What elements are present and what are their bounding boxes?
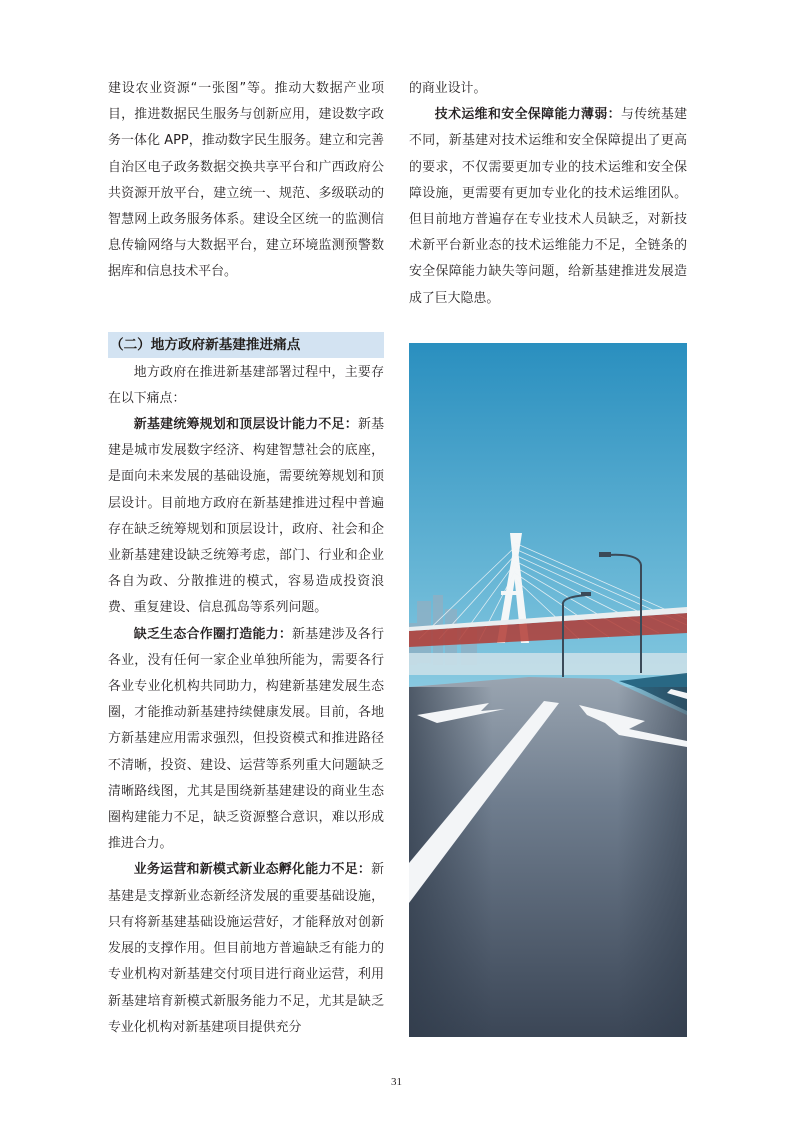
continuation-text: 的商业设计。 [409,81,487,96]
section-intro: 地方政府在推进新基建部署过程中，主要存在以下痛点： [108,364,384,406]
pain-point-planning-title: 新基建统筹规划和顶层设计能力不足： [133,417,358,433]
pain-point-planning [108,412,384,622]
bridge-road-photo [409,343,687,1037]
section-heading: （二）地方政府新基建推进痛点 [108,332,384,358]
bridge-road-illustration [409,343,687,1037]
pain-point-security [409,102,687,312]
street-lamp-head [581,592,591,596]
pain-point-ecosystem-title: 缺乏生态合作圈打造能力： [133,626,293,642]
pain-point-operations-title: 业务运营和新模式新业态孵化能力不足： [133,862,372,878]
pain-point-operations-body: 新基建是支撑新业态新经济发展的重要基础设施，只有将新基建基础设施运营好，才能释放对创新发展的支撑作用。但目前地方普遍缺乏有能力的专业机构对新基建交付项目进行商业运营，利用新基建培育新模式新服务能力不足，尤其是缺乏专业化机构对新基建项目提供充分 [108,862,384,1035]
intro-paragraph: 建设农业资源“一张图”等。推动大数据产业项目，推进数据民生服务与创新应用，建设数字政务一体化 APP，推动数字民生服务。建立和完善自治区电子政务数据交换共享平台和广西政府公共资源开放平台，建立统一、规范、多级联动的智慧网上政务服务体系。建设全区统一的监测信息传输网络与大数据平台，建立环境监测预警数据库和信息技术平台。 [108,81,384,280]
pain-point-planning-body: 新基建是城市发展数字经济、构建智慧社会的底座，是面向未来发展的基础设施，需要统筹规划和顶层设计。目前地方政府在新基建推进过程中普遍存在缺乏统筹规划和顶层设计，政府、社会和企业新基建建设缺乏统筹考虑，部门、行业和企业各自为政、分散推进的模式，容易造成投资浪费、重复建设、信息孤岛等系列问题。 [108,417,385,616]
pain-point-security-title: 技术运维和安全保障能力薄弱： [434,107,621,123]
pain-point-operations [108,857,384,1040]
pain-point-security-body: 与传统基建不同，新基建对技术运维和安全保障提出了更高的要求，不仅需要更加专业的技术运维和安全保障设施，更需要有更加专业化的技术运维团队。但目前地方普遍存在专业技术人员缺乏，对新技术新平台新业态的技术运维能力不足，全链条的安全保障能力缺失等问题，给新基建推进发展造成了巨大隐患。 [409,107,688,306]
pain-point-ecosystem-body: 新基建涉及各行各业，没有任何一家企业单独所能为，需要各行各业专业化机构共同助力，构建新基建发展生态圈，才能推动新基建持续健康发展。目前，各地方新基建应用需求强烈，但投资模式和推进路径不清晰，投资、建设、运营等系列重大问题缺乏清晰路线图，尤其是围绕新基建建设的商业生态圈构建能力不足，缺乏资源整合意识，难以形成推进合力。 [108,626,385,852]
pain-point-ecosystem [108,622,384,858]
right-column [409,76,687,312]
street-lamp-head [599,552,611,557]
left-column [108,76,384,1041]
haze [409,653,687,675]
page-number: 31 [391,1076,402,1088]
